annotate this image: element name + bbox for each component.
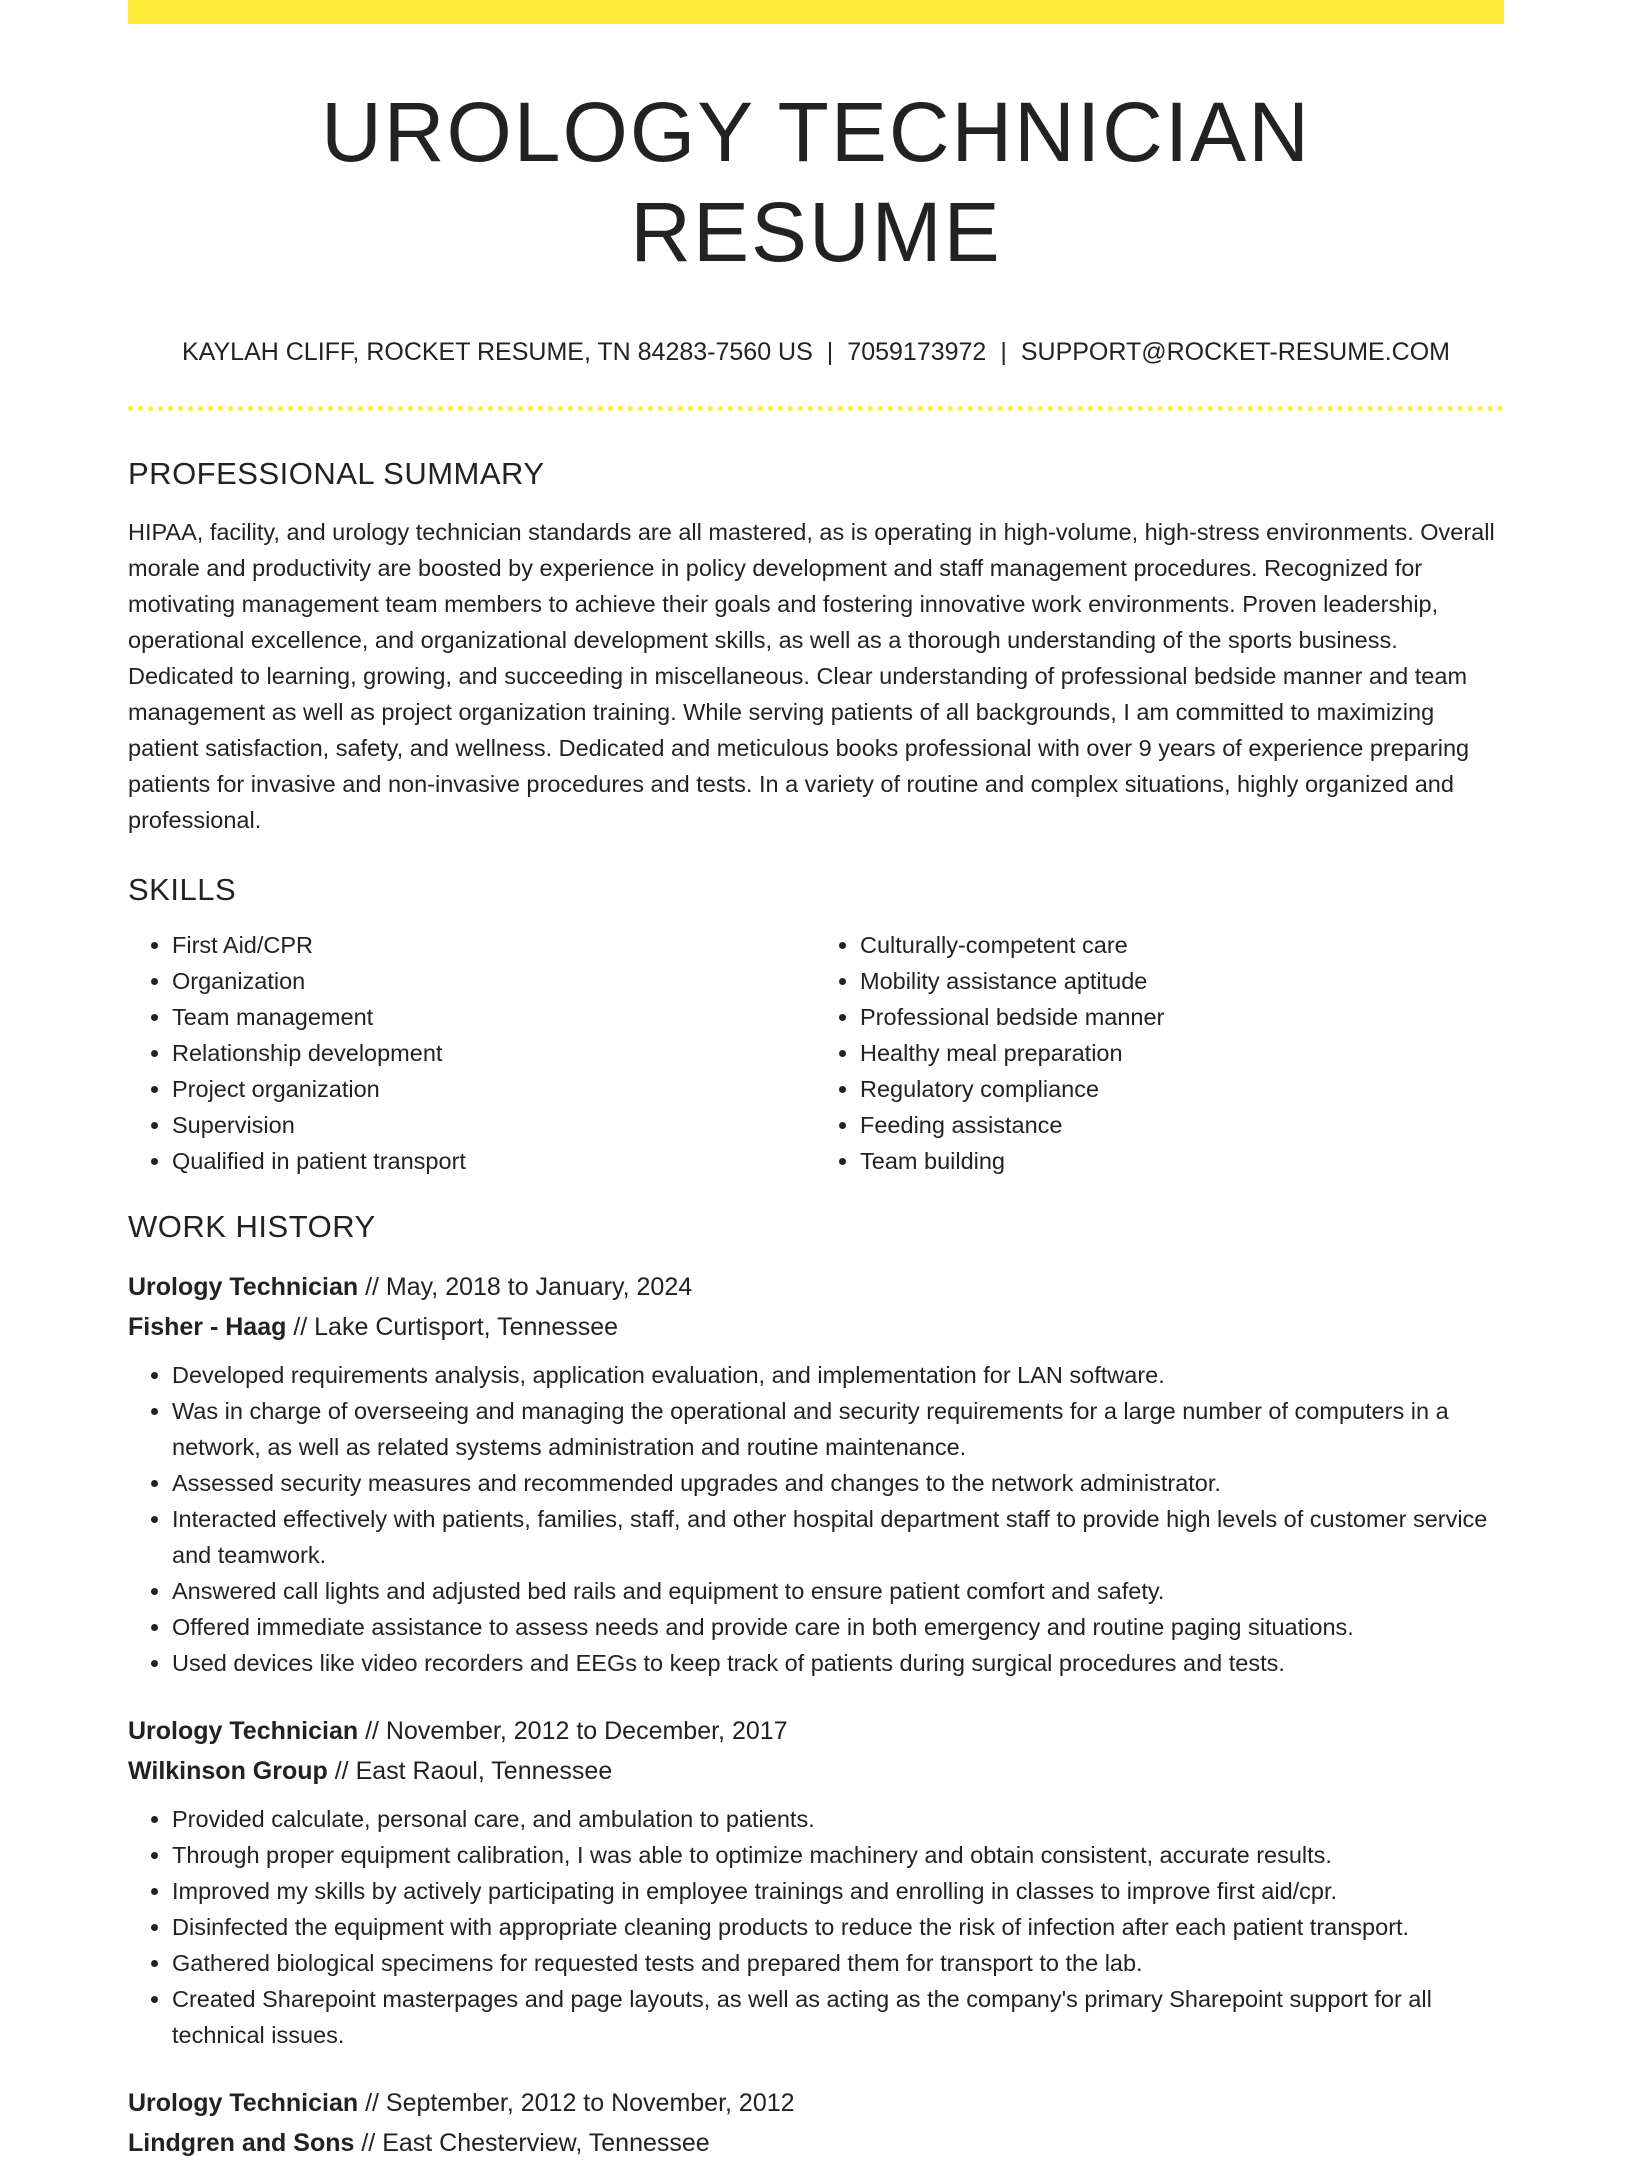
job-bullet: • Developed requirements analysis, application evaluation, and implementation for LAN software. — [172, 1357, 1504, 1393]
job-dates: // May, 2018 to January, 2024 — [358, 1273, 693, 1301]
job-dates: // November, 2012 to December, 2017 — [358, 1717, 788, 1745]
job-company: Lindgren and Sons — [128, 2129, 355, 2157]
skill-item: • Qualified in patient transport — [172, 1143, 816, 1179]
skill-item: • Regulatory compliance — [860, 1071, 1504, 1107]
dotted-divider — [128, 406, 1504, 411]
job-dates: // September, 2012 to November, 2012 — [358, 2089, 795, 2117]
job-title-line — [128, 2083, 1504, 2123]
job-bullet: • Assessed security measures and recommended upgrades and changes to the network administrator. — [172, 1465, 1504, 1501]
skill-item: • Team building — [860, 1143, 1504, 1179]
contact-line — [128, 334, 1504, 370]
skill-item: • Team management — [172, 999, 816, 1035]
job-bullet: • Created Sharepoint masterpages and page layouts, as well as acting as the company's primary Sharepoint support for all technical issues. — [172, 1981, 1504, 2053]
job-entry — [128, 1711, 1504, 2053]
job-company-line — [128, 2123, 1504, 2163]
job-bullet: • Interacted effectively with patients, families, staff, and other hospital department staff to provide high levels of customer service and teamwork. — [172, 1501, 1504, 1573]
job-entry — [128, 2083, 1504, 2163]
job-location: // East Chesterview, Tennessee — [354, 2129, 710, 2157]
job-title: Urology Technician — [128, 1717, 359, 1745]
summary-text: HIPAA, facility, and urology technician standards are all mastered, as is operating in high-volume, high-stress environments. Overall morale and productivity are boosted by experience in policy development and staff management procedures. Recognized for motivating management team members to achieve their goals and fostering innovative work environments. Proven leadership, operational excellence, and organizational development skills, as well as a thorough understanding of the sports business. Dedicated to learning, growing, and succeeding in miscellaneous. Clear understanding of professional bedside manner and team management as well as project organization training. While serving patients of all backgrounds, I am committed to maximizing patient satisfaction, safety, and wellness. Dedicated and meticulous books professional with over 9 years of experience preparing patients for invasive and non-invasive procedures and tests. In a variety of routine and complex situations, highly organized and professional. — [128, 519, 1495, 833]
skills-list-right — [816, 927, 1504, 1179]
contact-phone: 7059173972 — [847, 338, 987, 366]
job-title: Urology Technician — [128, 1273, 359, 1301]
skill-item: • Healthy meal preparation — [860, 1035, 1504, 1071]
contact-separator: | — [826, 338, 834, 366]
skill-item: • Relationship development — [172, 1035, 816, 1071]
job-company: Wilkinson Group — [128, 1757, 328, 1785]
job-bullet: • Gathered biological specimens for requested tests and prepared them for transport to the lab. — [172, 1945, 1504, 1981]
job-bullet: • Disinfected the equipment with appropriate cleaning products to reduce the risk of infection after each patient transport. — [172, 1909, 1504, 1945]
skills-heading: SKILLS — [128, 872, 237, 907]
skill-item: • Organization — [172, 963, 816, 999]
job-bullets — [128, 1801, 1504, 2053]
summary-heading: PROFESSIONAL SUMMARY — [128, 456, 545, 491]
contact-email: SUPPORT@ROCKET-RESUME.COM — [1020, 338, 1450, 366]
job-company-line — [128, 1751, 1504, 1791]
job-title: Urology Technician — [128, 2089, 359, 2117]
job-bullet: • Offered immediate assistance to assess needs and provide care in both emergency and routine paging situations. — [172, 1609, 1504, 1645]
job-title-line — [128, 1267, 1504, 1307]
job-bullet: • Through proper equipment calibration, I was able to optimize machinery and obtain consistent, accurate results. — [172, 1837, 1504, 1873]
job-bullet: • Used devices like video recorders and EEGs to keep track of patients during surgical procedures and tests. — [172, 1645, 1504, 1681]
work-history-heading: WORK HISTORY — [128, 1209, 376, 1244]
job-company-line — [128, 1307, 1504, 1347]
job-company: Fisher - Haag — [128, 1313, 287, 1341]
contact-address: KAYLAH CLIFF, ROCKET RESUME, TN 84283-7560 US — [182, 338, 813, 366]
contact-separator: | — [1000, 338, 1007, 366]
skills-list-left — [128, 927, 816, 1179]
skills-grid — [128, 927, 1504, 1179]
skill-item: • Culturally-competent care — [860, 927, 1504, 963]
skill-item: • Supervision — [172, 1107, 816, 1143]
job-bullet: • Answered call lights and adjusted bed rails and equipment to ensure patient comfort and safety. — [172, 1573, 1504, 1609]
skill-item: • Mobility assistance aptitude — [860, 963, 1504, 999]
resume-title: UROLOGY TECHNICIAN RESUME — [321, 85, 1311, 279]
job-location: // East Raoul, Tennessee — [327, 1757, 613, 1785]
job-entry — [128, 1267, 1504, 1681]
skill-item: • Project organization — [172, 1071, 816, 1107]
resume-page — [128, 0, 1504, 2163]
job-location: // Lake Curtisport, Tennessee — [286, 1313, 619, 1341]
job-bullets — [128, 1357, 1504, 1681]
skill-item: • Professional bedside manner — [860, 999, 1504, 1035]
skill-item: • Feeding assistance — [860, 1107, 1504, 1143]
job-title-line — [128, 1711, 1504, 1751]
job-bullet: • Improved my skills by actively participating in employee trainings and enrolling in classes to improve first aid/cpr. — [172, 1873, 1504, 1909]
top-accent-bar — [128, 0, 1504, 24]
job-bullet: • Was in charge of overseeing and managing the operational and security requirements for a large number of computers in a network, as well as related systems administration and routine maintenance. — [172, 1393, 1504, 1465]
job-bullet: • Provided calculate, personal care, and ambulation to patients. — [172, 1801, 1504, 1837]
skill-item: • First Aid/CPR — [172, 927, 816, 963]
